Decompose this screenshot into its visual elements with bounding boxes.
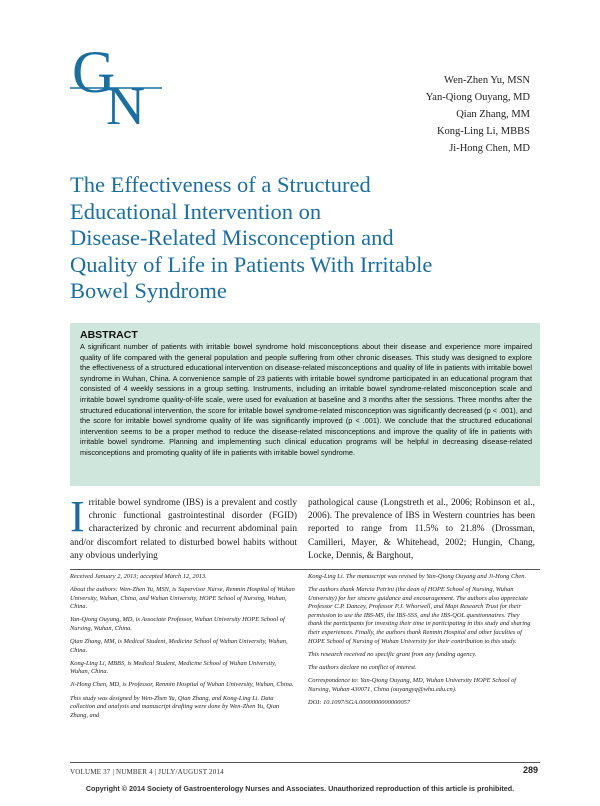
footnote: This study was designed by Wen-Zhen Yu, Qian Zhang, and Kong-Ling Li. Data collection and analysis and manuscript drafting were done by Wen-Zhen Yu, Qian Zhang, and <box>70 694 280 719</box>
svg-text:G: G <box>72 40 116 105</box>
footnote-doi: DOI: 10.1097/SGA.0000000000000057 <box>308 698 411 706</box>
footnote: Received January 2, 2013; accepted March 12, 2013. <box>70 573 207 580</box>
footnote: Kong-Ling Li, MBBS, is Medical Student, Medicine School of Wuhan University, Wuhan, China. <box>70 659 277 676</box>
footnote-correspondence: Correspondence to: Yan-Qiong Ouyang, MD, Wuhan University HOPE School of Nursing, Wuhan 430071, China (ouyangyq@whu.edu.cn). <box>308 676 517 693</box>
footnotes-right <box>308 573 535 712</box>
body-text-left: rritable bowel syndrome (IBS) is a prevalent and costly chronic functional gastrointestinal disorder (FGID) characterized by chronic and recurrent abdominal pain and/or discomfort related to disturbed bowel habits without any obvious underlying <box>70 498 297 561</box>
title-line: The Effectiveness of a Structured <box>70 172 371 197</box>
svg-text:N: N <box>106 76 145 130</box>
author-name: Wen-Zhen Yu, MSN <box>444 75 530 86</box>
drop-cap: I <box>70 492 85 541</box>
gn-logo-icon <box>70 40 165 130</box>
title-line: Quality of Life in Patients With Irritable <box>70 251 433 277</box>
footnote: Qian Zhang, MM, is Medical Student, Medicine School of Wuhan University, Wuhan, China. <box>70 638 288 654</box>
article-title <box>70 172 540 305</box>
author-name: Ji-Hong Chen, MD <box>449 143 530 154</box>
author-list <box>426 72 530 157</box>
journal-logo <box>70 40 165 130</box>
footnote: The authors thank Marcia Petrini (the dean of HOPE School of Nursing, Wuhan University) for her sincere guidance and encouragement. The authors also appreciate Professor C.P. Dancey, Professor P.J. Whorwell, and Mapi Research Trust for their permission to use the IBS-MS, the IBS-SSS, and the IBS-QOL questionnaires. They thank the participants for investing their time in participating in this study and sharing their experiences. Finally, the authors thank Renmin Hospital and other faculties of HOPE School of Nursing of Wuhan University for their contribution to this study. <box>308 586 531 645</box>
body-column-left <box>70 492 297 563</box>
body-text-right: pathological cause (Longstreth et al., 2006; Robinson et al., 2006). The prevalence of IBS in Western countries has been reported to range from 11.5% to 21.8% (Drossman, Camilleri, Mayer, & Whitehead, 2002; Hungin, Chang, Locke, Dennis, & Barghout, <box>308 498 535 561</box>
footnote: Kong-Ling Li. The manuscript was revised by Yan-Qiong Ouyang and Ji-Hong Chen. <box>308 573 527 580</box>
journal-info: VOLUME 37 | NUMBER 4 | JULY/AUGUST 2014 <box>70 768 224 776</box>
footnote: Ji-Hong Chen, MD, is Professor, Renmin Hospital of Wuhan University, Wuhan, China. <box>70 681 294 689</box>
title-line: Bowel Syndrome <box>70 278 227 303</box>
footnote: This research received no specific grant from any funding agency. <box>308 650 477 658</box>
author-name: Yan-Qiong Ouyang, MD <box>425 92 530 103</box>
footer-divider <box>70 762 540 763</box>
abstract-text: A significant number of patients with irritable bowel syndrome hold misconceptions about their disease and experience more impaired quality of life compared with the general population and people suffering from other chronic diseases. This study was designed to explore the effectiveness of a structured educational intervention on disease-related misconceptions and quality of life in patients with irritable bowel syndrome in Wuhan, China. A convenience sample of 23 patients with irritable bowel syndrome participated in an educational program that consisted of 4 weekly sessions in a group setting. Instruments, including an irritable bowel syndrome-related misconception scale and irritable bowel syndrome quality-of-life scale, were used for evaluation at baseline and 3 months after the sessions. Three months after the structured educational intervention, the score for irritable bowel syndrome-related misconception was significantly decreased (p < .001), and the score for irritable bowel syndrome quality of life was significantly improved (p < .001). We conclude that the structured educational intervention seems to be a proper method to reduce the disease-related misconceptions and improve the quality of life in patients with irritable bowel syndrome. Planning and implementing such clinical education programs will be helpful in decreasing disease-related misconceptions and promoting quality of life in patients with irritable bowel syndrome. <box>80 342 532 457</box>
title-line: Educational Intervention on <box>70 198 322 224</box>
title-line: Disease-Related Misconception and <box>70 225 394 250</box>
copyright-notice: Copyright © 2014 Society of Gastroenterology Nurses and Associates. Unauthorized reproduction of this article is prohibited. <box>85 784 515 793</box>
author-name: Qian Zhang, MM <box>456 109 530 120</box>
abstract-box <box>70 323 540 486</box>
body-column-right <box>308 497 535 563</box>
footnote-divider <box>70 569 540 570</box>
page-number: 289 <box>522 765 538 775</box>
footnote: Yan-Qiong Ouyang, MD, is Associate Professor, Wuhan University HOPE School of Nursing, Wuhan, China. <box>70 616 285 632</box>
footnote: About the authors: Wen-Zhen Yu, MSN, is Supervisor Nurse, Renmin Hospital of Wuhan University, Wuhan, China, and Wuhan University, HOPE School of Nursing, Wuhan, China. <box>70 586 295 611</box>
abstract-heading: ABSTRACT <box>80 329 138 341</box>
footnotes-left <box>70 573 297 725</box>
author-name: Kong-Ling Li, MBBS <box>436 126 530 137</box>
footnote: The authors declare no conflict of interest. <box>308 663 417 671</box>
